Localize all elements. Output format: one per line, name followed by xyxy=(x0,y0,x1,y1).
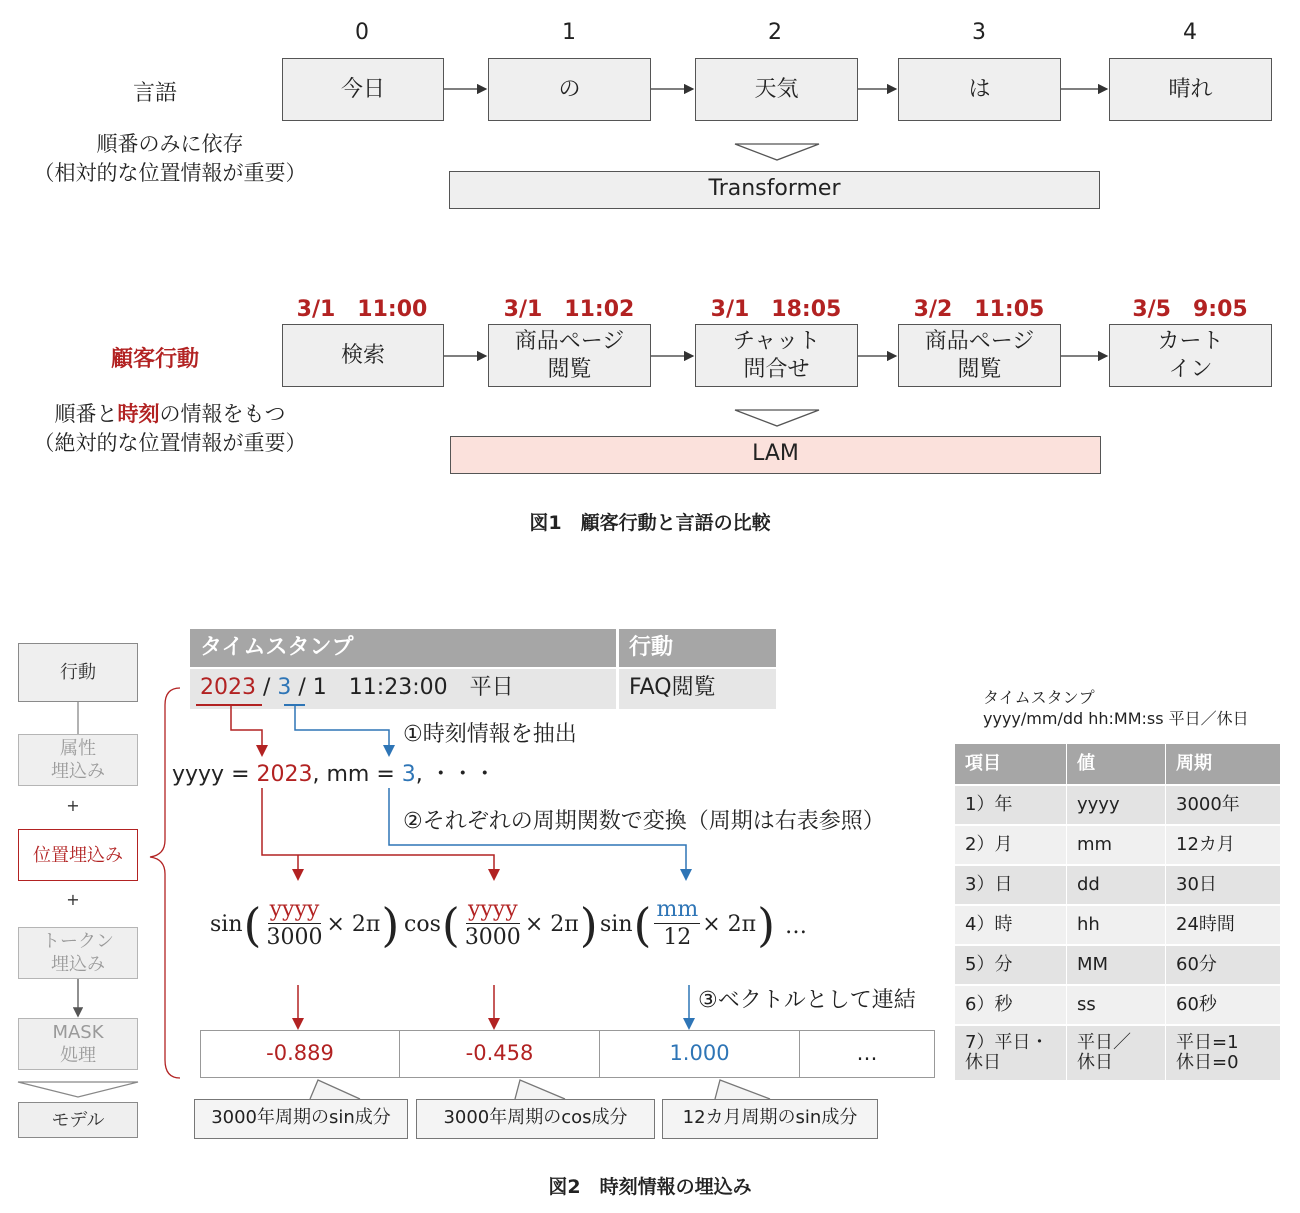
behavior-token-box: カート イン xyxy=(1109,324,1272,387)
action-box: 行動 xyxy=(18,643,138,702)
period-cell-value: yyyy xyxy=(1067,786,1165,824)
extract-suffix: , ・・・ xyxy=(415,762,496,787)
red-arrow-icon xyxy=(262,788,494,878)
language-label: 言語 xyxy=(132,81,177,106)
brace-icon xyxy=(150,688,180,1078)
position-index: 4 xyxy=(1183,20,1197,45)
callout-pointer xyxy=(310,1080,360,1099)
step-1-label: ①時刻情報を抽出 xyxy=(403,722,577,747)
record-action-cell: FAQ閲覧 xyxy=(617,669,776,709)
period-cell-item: 6）秒 xyxy=(955,986,1066,1024)
attribute-embedding-box: 属性 埋込み xyxy=(18,734,138,786)
formula-fn: sin xyxy=(600,912,633,937)
period-cell-value: dd xyxy=(1067,866,1165,904)
formula-cos-year: cos ( $\frac{\text{yyyy}}{3000}$ × 2π ) xyxy=(404,897,598,952)
mask-box: MASK 処理 xyxy=(18,1018,138,1070)
position-index: 0 xyxy=(355,20,369,45)
timestamp-label: 3/2 11:05 xyxy=(913,297,1045,322)
period-cell-item: 5）分 xyxy=(955,946,1066,984)
callout-box: 3000年周期のsin成分 xyxy=(194,1099,408,1139)
formula-mult: × 2π xyxy=(326,912,381,937)
lam-bar: LAM xyxy=(450,436,1101,474)
formula-sin-month: sin ( $\frac{mm}{12}$ × 2π ) xyxy=(600,897,776,952)
behavior-token-box: 商品ページ 閲覧 xyxy=(898,324,1061,387)
period-cell-cycle: 平日=1 休日=0 xyxy=(1166,1026,1280,1080)
period-cell-item: 1）年 xyxy=(955,786,1066,824)
behavior-note-line2: （絶対的な位置情報が重要） xyxy=(33,431,307,455)
vector-cell: -0.889 xyxy=(200,1030,400,1078)
period-cell-value: 平日／ 休日 xyxy=(1067,1026,1165,1080)
formula-sin-year: sin ( $\frac{\text{yyyy}}{3000}$ × 2π ) xyxy=(210,897,400,952)
language-token-box: 晴れ xyxy=(1109,58,1272,121)
model-box: モデル xyxy=(18,1102,138,1138)
behavior-note-pre: 順番と xyxy=(54,402,118,426)
formula-denominator: 3000 xyxy=(266,925,323,950)
timestamp-label: 3/1 11:00 xyxy=(296,297,428,322)
period-cell-item: 2）月 xyxy=(955,826,1066,864)
customer-behavior-label: 顧客行動 xyxy=(110,347,199,372)
position-embedding-box: 位置埋込み xyxy=(18,829,138,881)
language-token-box: の xyxy=(488,58,651,121)
period-cell-value: MM xyxy=(1067,946,1165,984)
behavior-note-post: の情報をもつ xyxy=(159,402,286,426)
period-header-value: 値 xyxy=(1067,744,1165,784)
period-cell-cycle: 12カ月 xyxy=(1166,826,1280,864)
formula-mult: × 2π xyxy=(702,912,757,937)
language-note: 順番のみに依存 （相対的な位置情報が重要） xyxy=(33,132,307,185)
record-rest: / 1 11:23:00 平日 xyxy=(291,675,514,700)
period-cell-cycle: 60分 xyxy=(1166,946,1280,984)
timestamp-label: 3/1 11:02 xyxy=(503,297,635,322)
timestamp-label: 3/1 18:05 xyxy=(710,297,842,322)
formula-denominator: 3000 xyxy=(464,925,521,950)
record-sep: / xyxy=(256,675,278,700)
formula-fn: cos xyxy=(404,912,441,937)
formula-numerator: yyyy xyxy=(467,897,518,922)
record-month: 3 xyxy=(277,675,292,700)
period-cell-item: 7）平日・ 休日 xyxy=(955,1026,1066,1080)
period-header-cycle: 周期 xyxy=(1166,744,1280,784)
period-table-format: yyyy/mm/dd hh:MM:ss 平日／休日 xyxy=(983,709,1249,728)
period-table-title: タイムスタンプ xyxy=(983,688,1095,707)
position-index: 1 xyxy=(562,20,576,45)
period-cell-value: ss xyxy=(1067,986,1165,1024)
blue-arrow-icon xyxy=(389,788,686,878)
record-year: 2023 xyxy=(200,675,256,700)
position-index: 3 xyxy=(972,20,986,45)
transformer-bar: Transformer xyxy=(449,171,1100,209)
period-cell-value: hh xyxy=(1067,906,1165,944)
period-header-item: 項目 xyxy=(955,744,1066,784)
formula-numerator: mm xyxy=(656,897,699,922)
behavior-token-box: 検索 xyxy=(282,324,444,387)
period-cell-cycle: 3000年 xyxy=(1166,786,1280,824)
callout-box: 12カ月周期のsin成分 xyxy=(662,1099,878,1139)
callout-pointer xyxy=(715,1080,770,1099)
behavior-token-box: 商品ページ 閲覧 xyxy=(488,324,651,387)
position-index: 2 xyxy=(768,20,782,45)
step-3-label: ③ベクトルとして連結 xyxy=(698,988,916,1013)
figure-2-caption: 図2 時刻情報の埋込み xyxy=(548,1176,752,1198)
vector-cell: … xyxy=(799,1030,935,1078)
formula-numerator: yyyy xyxy=(269,897,320,922)
timestamp-label: 3/5 9:05 xyxy=(1132,297,1248,322)
down-triangle-icon xyxy=(18,1082,138,1097)
formula-denominator: 12 xyxy=(663,925,692,950)
language-token-box: 天気 xyxy=(695,58,858,121)
vector-cell: -0.458 xyxy=(399,1030,600,1078)
formula-fn: sin xyxy=(210,912,243,937)
period-cell-cycle: 30日 xyxy=(1166,866,1280,904)
behavior-token-box: チャット 問合せ xyxy=(695,324,858,387)
extract-year: 2023 xyxy=(256,762,313,787)
behavior-note-emphasis: 時刻 xyxy=(117,402,160,426)
formula-mult: × 2π xyxy=(524,912,579,937)
period-cell-cycle: 60秒 xyxy=(1166,986,1280,1024)
extract-prefix: yyyy = xyxy=(172,762,257,787)
language-token-box: は xyxy=(898,58,1061,121)
callout-pointer xyxy=(515,1080,565,1099)
period-cell-item: 4）時 xyxy=(955,906,1066,944)
language-token-box: 今日 xyxy=(282,58,444,121)
figure-1-caption: 図1 顧客行動と言語の比較 xyxy=(529,512,771,534)
step-2-label: ②それぞれの周期関数で変換（周期は右表参照） xyxy=(403,809,885,834)
record-header-timestamp: タイムスタンプ xyxy=(190,629,616,667)
period-cell-value: mm xyxy=(1067,826,1165,864)
extract-mid: , mm = xyxy=(312,762,402,787)
token-embedding-box: トークン 埋込み xyxy=(18,927,138,979)
plus-sign: + xyxy=(66,890,80,909)
period-cell-cycle: 24時間 xyxy=(1166,906,1280,944)
vector-cell: 1.000 xyxy=(599,1030,800,1078)
plus-sign: + xyxy=(66,796,80,815)
red-arrow-icon xyxy=(231,705,262,754)
blue-arrow-icon xyxy=(295,705,389,754)
callout-box: 3000年周期のcos成分 xyxy=(416,1099,655,1139)
extract-month: 3 xyxy=(401,762,416,787)
period-cell-item: 3）日 xyxy=(955,866,1066,904)
formula-ellipsis: … xyxy=(785,914,807,939)
record-header-action: 行動 xyxy=(617,629,776,667)
